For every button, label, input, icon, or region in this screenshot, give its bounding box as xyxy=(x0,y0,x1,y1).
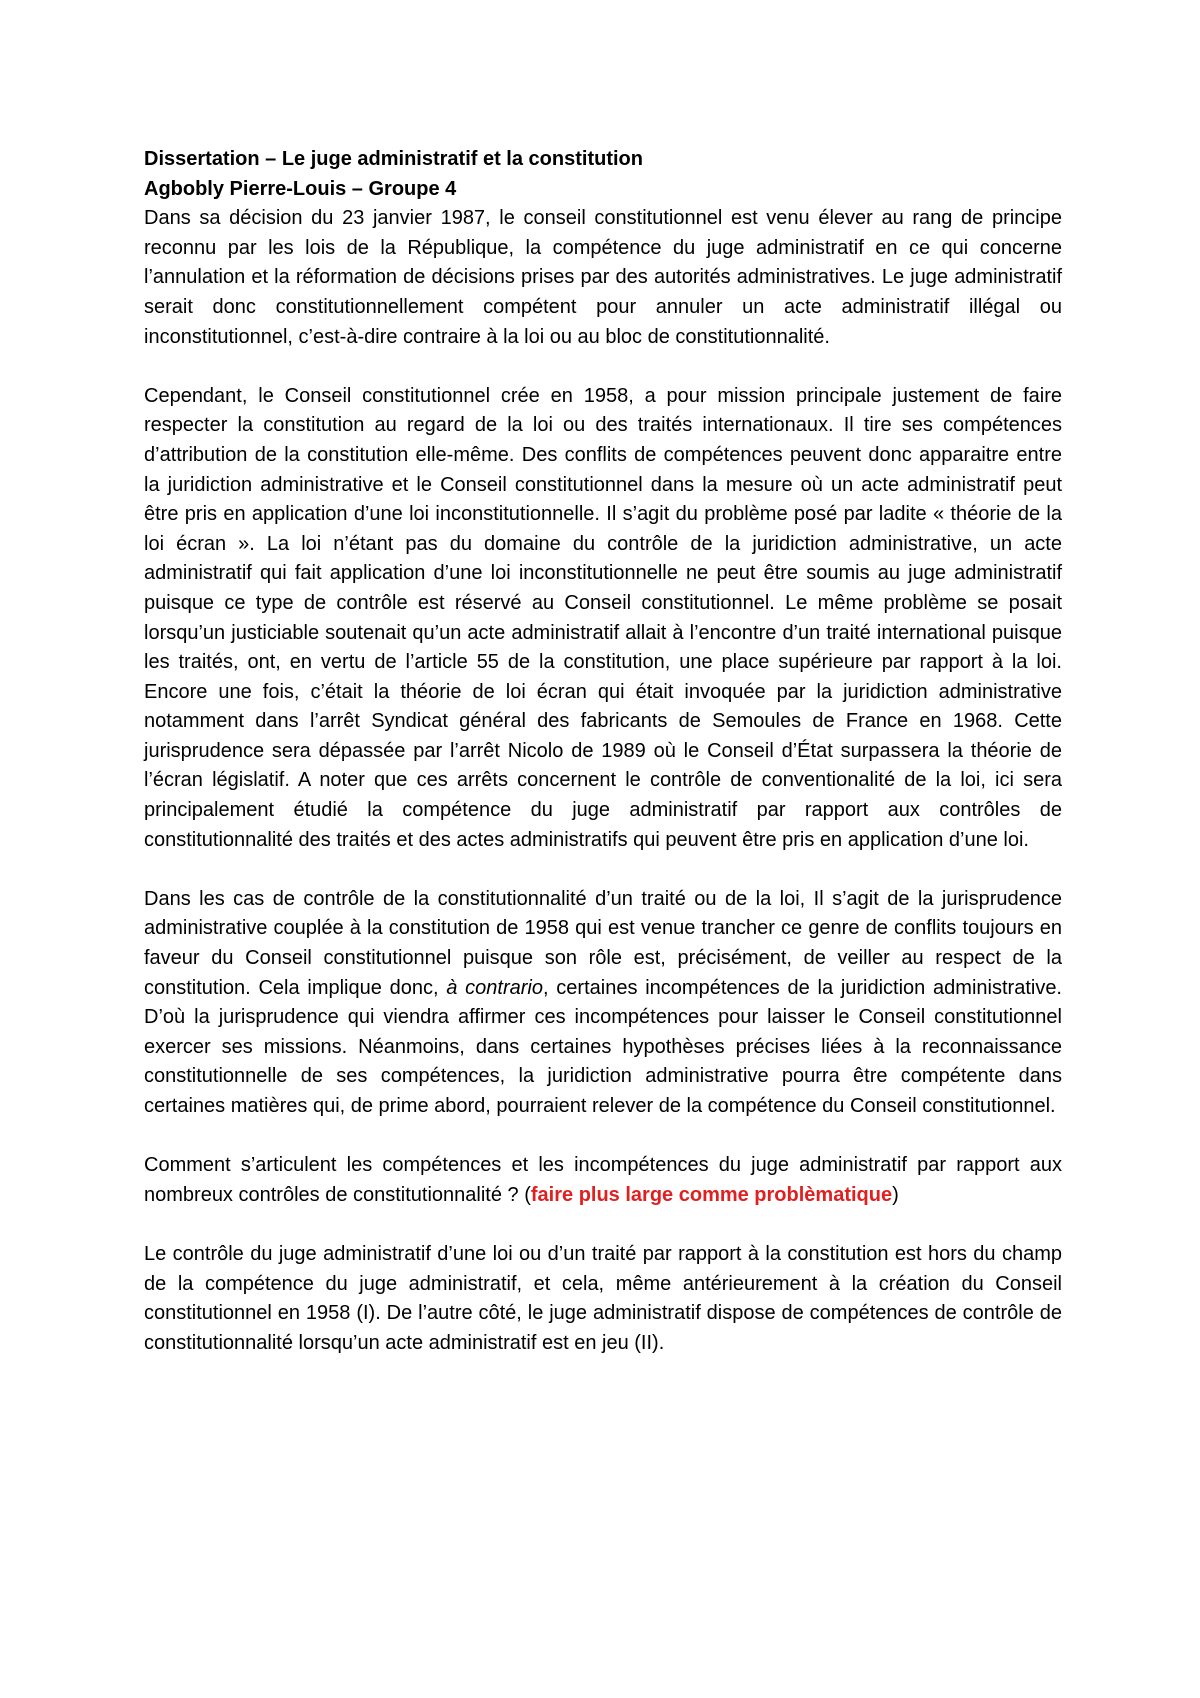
paragraph-introduction: Dans sa décision du 23 janvier 1987, le conseil constitutionnel est venu élever au rang de principe reconnu par les lois de la République, la compétence du juge administratif en ce qui concerne l’annulation et la réformation de décisions prises par des autorités administratives. Le juge administratif serait donc constitutionnellement compétent pour annuler un acte administratif illégal ou inconstitutionnel, c’est-à-dire contraire à la loi ou au bloc de constitutionnalité. xyxy=(144,207,1062,348)
paragraph-problematic xyxy=(144,1151,1062,1210)
document-title: Dissertation – Le juge administratif et la constitution xyxy=(144,148,643,170)
problematic-question: Comment s’articulent les compétences et les incompétences du juge administratif par rapport aux nombreux contrôles de constitutionnalité ? ( xyxy=(144,1154,1062,1206)
document-author: Agbobly Pierre-Louis – Groupe 4 xyxy=(144,177,457,200)
correction-annotation: faire plus large comme problèmatique xyxy=(530,1183,893,1206)
paragraph-jurisprudence-text-end: , certaines incompétences de la juridiction administrative. D’où la jurisprudence qui viendra affirmer ces incompétences pour laisser le Conseil constitutionnel exercer ses missions. Néanmoins, dans certaines hypothèses précises liées à la reconnaissance constitutionnelle de ses compétences, la juridiction administrative pourra être compétente dans certaines matières qui, de prime abord, pourraient relever de la compétence du Conseil constitutionnel. xyxy=(144,976,1062,1117)
paragraph-jurisprudence-text-start: Dans les cas de contrôle de la constitutionnalité d’un traité ou de la loi, Il s’agit de la jurisprudence administrative couplée à la constitution de 1958 qui est venue trancher ce genre de conflits toujours en faveur du Conseil constitutionnel puisque son rôle est, précisément, de veiller au respect de la constitution. Cela implique donc, xyxy=(144,887,1062,999)
problematic-closing-paren: ) xyxy=(892,1183,899,1206)
italic-expression: à contrario xyxy=(446,976,543,999)
paragraph-plan: Le contrôle du juge administratif d’une loi ou d’un traité par rapport à la constitution est hors du champ de la compétence du juge administratif, et cela, même antérieurement à la création du Conseil constitutionnel en 1958 (I). De l’autre côté, le juge administratif dispose de compétences de contrôle de constitutionnalité lorsqu’un acte administratif est en jeu (II). xyxy=(144,1242,1062,1354)
paragraph-context: Cependant, le Conseil constitutionnel crée en 1958, a pour mission principale justement de faire respecter la constitution au regard de la loi ou des traités internationaux. Il tire ses compétences d’attribution de la constitution elle-même. Des conflits de compétences peuvent donc apparaitre entre la juridiction administrative et le Conseil constitutionnel dans la mesure où un acte administratif peut être pris en application d’une loi inconstitutionnelle. Il s’agit du problème posé par ladite « théorie de la loi écran ». La loi n’étant pas du domaine du contrôle de la juridiction administrative, un acte administratif qui fait application d’une loi inconstitutionnelle ne peut être soumis au juge administratif puisque ce type de contrôle est réservé au Conseil constitutionnel. Le même problème se posait lorsqu’un justiciable soutenait qu’un acte administratif allait à l’encontre d’un traité international puisque les traités, ont, en vertu de l’article 55 de la constitution, une place supérieure par rapport à la loi. Encore une fois, c’était la théorie de loi écran qui était invoquée par la juridiction administrative notamment dans l’arrêt Syndicat général des fabricants de Semoules de France en 1968. Cette jurisprudence sera dépassée par l’arrêt Nicolo de 1989 où le Conseil d’État surpassera la théorie de l’écran législatif. A noter que ces arrêts concernent le contrôle de conventionalité de la loi, ici sera principalement étudié la compétence du juge administratif par rapport aux contrôles de constitutionnalité des traités et des actes administratifs qui peuvent être pris en application d’une loi. xyxy=(144,384,1062,851)
paragraph-jurisprudence xyxy=(144,885,1062,1122)
document-page xyxy=(144,145,1062,1358)
